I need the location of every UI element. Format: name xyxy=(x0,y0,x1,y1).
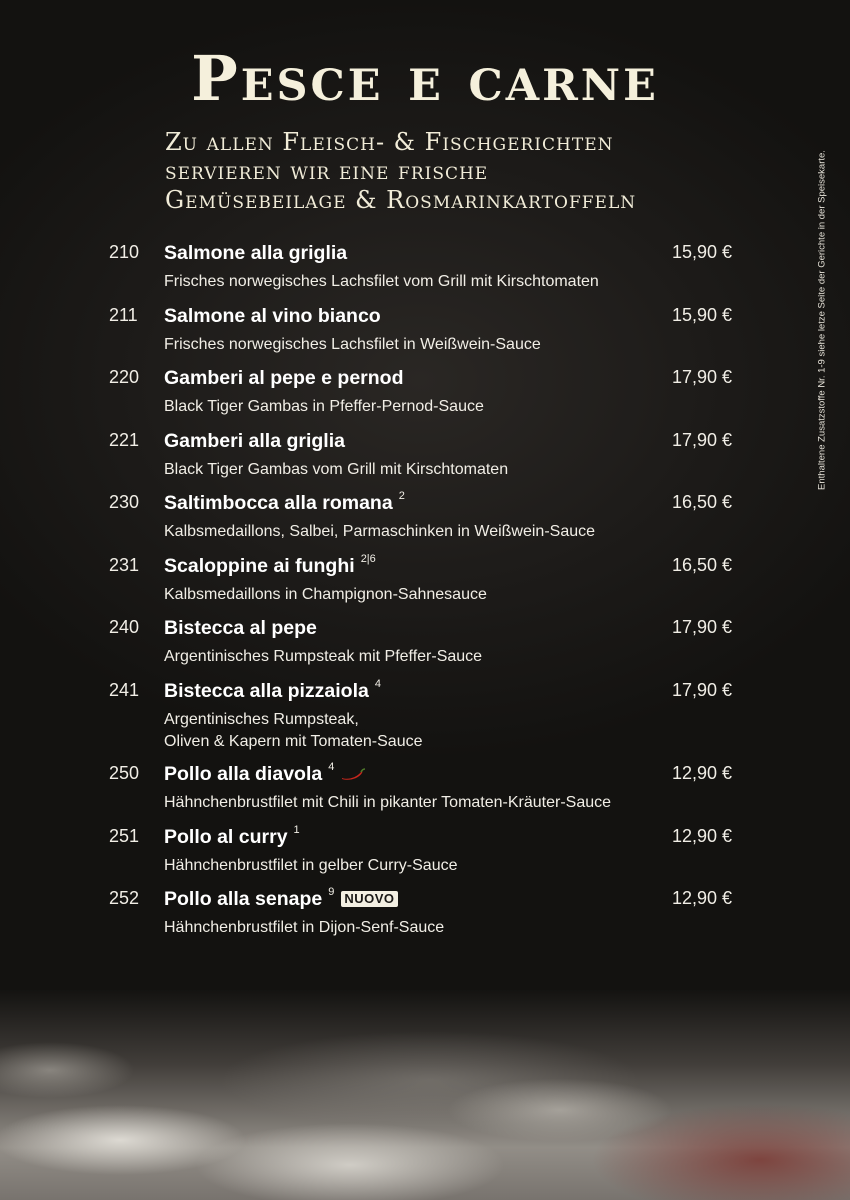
item-price: 17,90 € xyxy=(672,430,733,450)
item-price: 17,90 € xyxy=(672,680,733,700)
item-name-text: Pollo alla senape xyxy=(164,888,323,910)
item-name-text: Gamberi alla griglia xyxy=(164,430,345,452)
description-line: Kalbsmedaillons in Champignon-Sahnesauce xyxy=(164,586,487,603)
item-name-text: Bistecca al pepe xyxy=(164,617,317,639)
item-price: 12,90 € xyxy=(672,888,733,908)
item-price: 17,90 € xyxy=(672,617,733,637)
item-name xyxy=(164,492,405,515)
item-name-text: Bistecca alla pizzaiola xyxy=(164,680,369,702)
description-line: Black Tiger Gambas vom Grill mit Kirschtomaten xyxy=(164,461,509,478)
description-line: Frisches norwegisches Lachsfilet in Weißwein-Sauce xyxy=(164,336,541,353)
item-number: 250 xyxy=(109,763,140,783)
additive-footnote: 2 xyxy=(398,490,405,502)
chili-icon xyxy=(340,767,366,781)
item-name xyxy=(164,763,366,786)
item-description xyxy=(164,396,484,418)
item-number: 211 xyxy=(109,305,138,325)
item-number: 241 xyxy=(109,680,140,700)
item-name-text: Salmone al vino bianco xyxy=(164,305,381,327)
description-line: Oliven & Kapern mit Tomaten-Sauce xyxy=(164,733,423,750)
item-name xyxy=(164,888,398,911)
new-badge: NUOVO xyxy=(341,891,397,907)
item-price: 17,90 € xyxy=(672,367,733,387)
item-name xyxy=(164,367,403,390)
item-number: 220 xyxy=(109,367,140,387)
item-description xyxy=(164,709,423,753)
additive-footnote: 9 xyxy=(328,886,335,898)
item-description xyxy=(164,792,611,814)
description-line: Kalbsmedaillons, Salbei, Parmaschinken in Weißwein-Sauce xyxy=(164,523,596,540)
subtitle-line: servieren wir eine frische xyxy=(165,157,489,185)
item-number: 252 xyxy=(109,888,140,908)
item-number: 230 xyxy=(109,492,140,512)
item-name xyxy=(164,617,317,640)
item-price: 15,90 € xyxy=(672,305,733,325)
item-description xyxy=(164,459,508,481)
item-name-text: Salmone alla griglia xyxy=(164,242,348,264)
item-name xyxy=(164,305,381,328)
item-description xyxy=(164,334,541,356)
page-title: Pesce e carne xyxy=(191,42,659,115)
item-price: 12,90 € xyxy=(672,826,733,846)
additive-footnote: 1 xyxy=(293,824,300,836)
item-name-text: Saltimbocca alla romana xyxy=(164,492,393,514)
subtitle-line: Gemüsebeilage & Rosmarinkartoffeln xyxy=(165,186,637,214)
item-price: 15,90 € xyxy=(672,242,733,262)
item-name xyxy=(164,430,345,453)
description-line: Argentinisches Rumpsteak, xyxy=(164,711,359,728)
additive-footnote: 4 xyxy=(374,678,381,690)
item-description xyxy=(164,271,599,293)
description-line: Hähnchenbrustfilet in Dijon-Senf-Sauce xyxy=(164,919,445,936)
item-number: 231 xyxy=(109,555,140,575)
item-number: 221 xyxy=(109,430,140,450)
subtitle-line: Zu allen Fleisch- & Fischgerichten xyxy=(165,128,614,156)
description-line: Black Tiger Gambas in Pfeffer-Pernod-Sauce xyxy=(164,398,484,415)
item-number: 240 xyxy=(109,617,140,637)
additive-footnote: 4 xyxy=(328,761,335,773)
item-number: 210 xyxy=(109,242,140,262)
item-price: 12,90 € xyxy=(672,763,733,783)
item-name-text: Pollo al curry xyxy=(164,826,288,848)
description-line: Frisches norwegisches Lachsfilet vom Grill mit Kirschtomaten xyxy=(164,273,599,290)
description-line: Hähnchenbrustfilet mit Chili in pikanter Tomaten-Kräuter-Sauce xyxy=(164,794,612,811)
item-number: 251 xyxy=(109,826,140,846)
additives-note: Enthaltene Zusatzstoffe Nr. 1-9 siehe letze Seite der Gerichte in der Speisekarte. xyxy=(816,150,828,490)
additive-footnote: 2|6 xyxy=(360,553,376,565)
item-price: 16,50 € xyxy=(672,555,733,575)
description-line: Argentinisches Rumpsteak mit Pfeffer-Sauce xyxy=(164,648,483,665)
flour-dusted-surface xyxy=(0,990,850,1200)
item-name-text: Pollo alla diavola xyxy=(164,763,323,785)
item-description xyxy=(164,855,457,877)
item-description xyxy=(164,917,444,939)
item-name-text: Gamberi al pepe e pernod xyxy=(164,367,404,389)
page-subtitle xyxy=(165,128,725,215)
item-name xyxy=(164,555,376,578)
item-description xyxy=(164,584,487,606)
item-price: 16,50 € xyxy=(672,492,733,512)
item-name-text: Scaloppine ai funghi xyxy=(164,555,355,577)
item-name xyxy=(164,242,347,265)
item-description xyxy=(164,646,482,668)
description-line: Hähnchenbrustfilet in gelber Curry-Sauce xyxy=(164,857,458,874)
item-description xyxy=(164,521,595,543)
item-name xyxy=(164,680,381,703)
item-name xyxy=(164,826,300,849)
